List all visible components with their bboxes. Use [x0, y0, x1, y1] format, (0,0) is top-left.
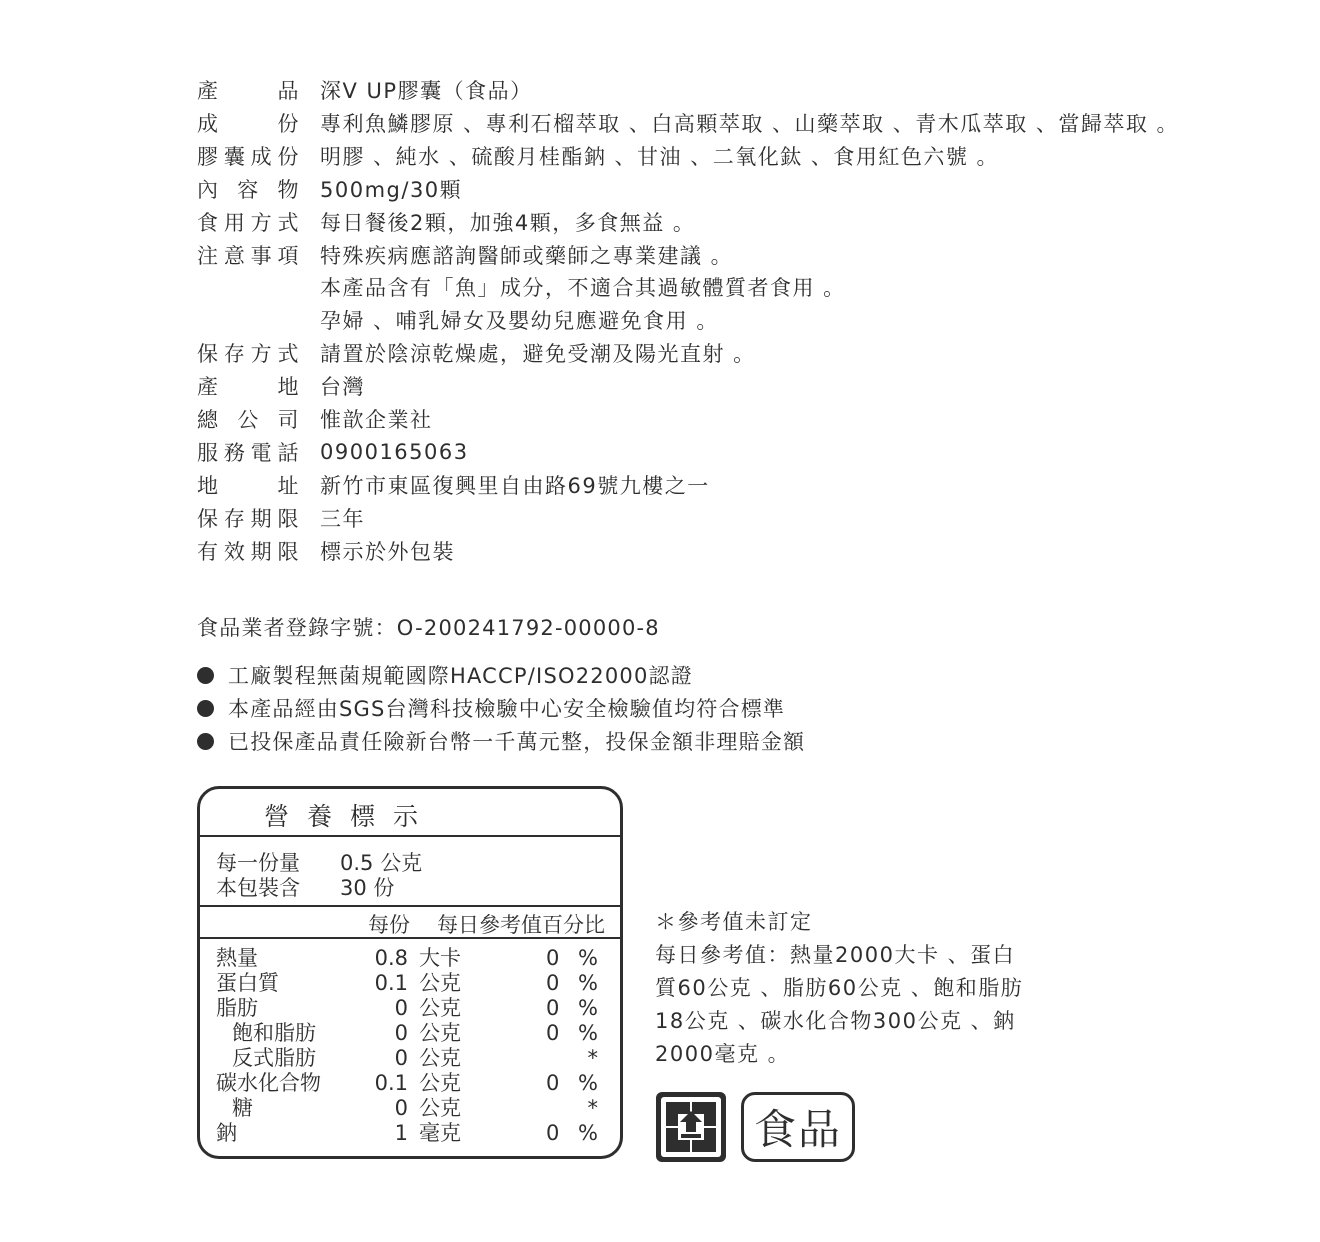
bullet-text: 本產品經由SGS台灣科技檢驗中心安全檢驗值均符合標準 — [228, 697, 786, 721]
nutrient-amount: 0.8 — [374, 946, 408, 970]
info-label-char: 務 — [223, 441, 247, 465]
info-label-char: 內 — [197, 178, 220, 202]
recycle-icon — [656, 1092, 726, 1162]
info-label-char: 成 — [250, 145, 274, 169]
nutrient-amount: 0.1 — [374, 1071, 408, 1095]
info-label-char: 方 — [250, 342, 274, 366]
nutrient-name: 反式脂肪 — [232, 1046, 316, 1070]
divider — [200, 937, 620, 939]
info-row — [197, 75, 533, 105]
info-value: 專利魚鱗膠原 、專利石榴萃取 、白高顆萃取 、山藥萃取 、青木瓜萃取 、當歸萃取 。 — [320, 112, 1180, 136]
nutrient-unit: 公克 — [419, 996, 461, 1020]
info-label-char: 話 — [277, 441, 300, 465]
info-label — [197, 536, 300, 566]
package-value: 30 份 — [340, 876, 395, 900]
info-label-char: 用 — [223, 211, 247, 235]
nutrition-facts-table — [197, 786, 623, 1159]
info-value: 0900165063 — [320, 440, 469, 464]
info-value: 深V UP膠囊（食品） — [320, 79, 533, 103]
info-label-char: 式 — [277, 211, 300, 235]
info-value: 新竹市東區復興里自由路69號九樓之一 — [320, 474, 710, 498]
info-row — [197, 404, 433, 434]
side-note-line: 18公克 、碳水化合物300公克 、鈉 — [655, 1009, 1016, 1033]
info-label-char: 限 — [277, 540, 300, 564]
info-row — [197, 503, 365, 533]
info-label-char: 址 — [277, 474, 300, 498]
info-label-char: 份 — [277, 145, 300, 169]
nutrient-name: 飽和脂肪 — [232, 1021, 316, 1045]
nutrient-daily-percent: 0 % — [546, 971, 604, 995]
nutrition-title: 營養標示 — [263, 802, 436, 831]
info-value: 三年 — [320, 507, 365, 531]
info-label-char: 食 — [197, 211, 220, 235]
info-label-char: 地 — [277, 375, 300, 399]
info-label-char: 總 — [197, 408, 220, 432]
info-row — [197, 437, 469, 467]
bullet-item — [197, 726, 805, 756]
nutrient-unit: 毫克 — [419, 1121, 461, 1145]
info-value: 惟歆企業社 — [320, 408, 433, 432]
info-label — [197, 207, 300, 237]
nutrient-unit: 公克 — [419, 1096, 461, 1120]
bullet-dot-icon — [197, 700, 214, 717]
info-value: 台灣 — [320, 375, 365, 399]
info-row — [197, 207, 696, 237]
info-label-char: 事 — [250, 244, 274, 268]
info-row — [197, 470, 710, 500]
info-label-char: 司 — [277, 408, 300, 432]
info-label — [197, 404, 300, 434]
info-label-char: 保 — [197, 342, 220, 366]
info-row — [197, 240, 734, 270]
nutrition-row — [216, 1096, 604, 1121]
nutrient-name: 碳水化合物 — [216, 1071, 321, 1095]
info-value: 特殊疾病應諮詢醫師或藥師之專業建議 。 — [320, 244, 734, 268]
nutrition-row — [216, 1121, 604, 1146]
food-badge — [741, 1092, 855, 1162]
nutrient-name: 脂肪 — [216, 996, 258, 1020]
nutrient-name: 蛋白質 — [216, 971, 279, 995]
nutrition-row — [216, 946, 604, 971]
nutrient-daily-percent: 0 % — [546, 996, 604, 1020]
serving-value: 0.5 公克 — [340, 851, 423, 875]
nutrient-amount: 0 — [394, 1096, 408, 1120]
col-per-serving: 每份 — [368, 913, 410, 937]
side-note-line: ＊參考值未訂定 — [655, 910, 813, 934]
note-fish-allergy: 本產品含有「魚」成分，不適合其過敏體質者食用 。 — [320, 276, 846, 300]
info-value: 每日餐後2顆，加強4顆，多食無益 。 — [320, 211, 696, 235]
info-label-char: 電 — [250, 441, 274, 465]
info-label-char: 期 — [250, 540, 274, 564]
nutrient-amount: 0.1 — [374, 971, 408, 995]
side-note-line: 2000毫克 。 — [655, 1042, 791, 1066]
info-label-char: 期 — [250, 507, 274, 531]
divider — [200, 905, 620, 907]
info-row — [197, 338, 756, 368]
nutrient-unit: 公克 — [419, 1021, 461, 1045]
nutrient-daily-percent: 0 % — [546, 946, 604, 970]
bullet-text: 工廠製程無菌規範國際HACCP/ISO22000認證 — [228, 664, 693, 688]
info-label-char: 物 — [277, 178, 300, 202]
info-value: 標示於外包裝 — [320, 540, 455, 564]
info-label — [197, 371, 300, 401]
info-label-char: 限 — [277, 507, 300, 531]
info-label-char: 容 — [237, 178, 260, 202]
info-label — [197, 141, 300, 171]
info-value: 請置於陰涼乾燥處，避免受潮及陽光直射 。 — [320, 342, 756, 366]
info-label-char: 存 — [223, 342, 247, 366]
side-note-line: 質60公克 、脂肪60公克 、飽和脂肪 — [655, 976, 1024, 1000]
info-label-char: 方 — [250, 211, 274, 235]
food-badge-text: 食品 — [753, 1105, 842, 1154]
nutrient-daily-percent: 0 % — [546, 1021, 604, 1045]
info-label-char: 成 — [197, 112, 220, 136]
info-label — [197, 174, 300, 204]
bullet-text: 已投保產品責任險新台幣一千萬元整，投保金額非理賠金額 — [228, 730, 806, 754]
info-row — [197, 141, 1000, 171]
info-value: 明膠 、純水 、硫酸月桂酯鈉 、甘油 、二氧化鈦 、食用紅色六號 。 — [320, 145, 1000, 169]
info-label — [197, 240, 300, 270]
info-label-char: 膠 — [197, 145, 220, 169]
nutrition-row — [216, 1046, 604, 1071]
nutrient-name: 鈉 — [216, 1121, 237, 1145]
info-label-char: 產 — [197, 375, 220, 399]
info-label-char: 品 — [277, 79, 300, 103]
nutrient-daily-percent: * — [587, 1096, 604, 1120]
nutrient-amount: 0 — [394, 1021, 408, 1045]
bullet-item — [197, 693, 785, 723]
nutrient-unit: 公克 — [419, 971, 461, 995]
nutrient-daily-percent: 0 % — [546, 1071, 604, 1095]
nutrition-row — [216, 1021, 604, 1046]
nutrition-row — [216, 996, 604, 1021]
bullet-dot-icon — [197, 733, 214, 750]
nutrient-unit: 公克 — [419, 1046, 461, 1070]
note-pregnancy: 孕婦 、哺乳婦女及嬰幼兒應避免食用 。 — [320, 309, 719, 333]
nutrient-daily-percent: 0 % — [546, 1121, 604, 1145]
info-label-char: 意 — [223, 244, 247, 268]
info-label-char: 公 — [237, 408, 260, 432]
info-label — [197, 437, 300, 467]
info-label-char: 服 — [197, 441, 220, 465]
info-label-char: 項 — [277, 244, 300, 268]
bullet-item — [197, 660, 693, 690]
info-label-char: 地 — [197, 474, 220, 498]
info-label — [197, 338, 300, 368]
side-note-line: 每日參考值：熱量2000大卡 、蛋白 — [655, 943, 1016, 967]
info-row — [197, 371, 365, 401]
nutrient-unit: 公克 — [419, 1071, 461, 1095]
divider — [200, 835, 620, 837]
info-label-char: 存 — [223, 507, 247, 531]
info-row — [197, 108, 1180, 138]
info-label-char: 囊 — [223, 145, 247, 169]
info-row — [197, 174, 463, 204]
registration-number: 食品業者登錄字號：O-200241792-00000-8 — [197, 616, 660, 640]
info-label-char: 保 — [197, 507, 220, 531]
info-label-char: 產 — [197, 79, 220, 103]
nutrient-name: 糖 — [232, 1096, 253, 1120]
package-label: 本包裝含 — [216, 876, 300, 900]
nutrient-amount: 0 — [394, 996, 408, 1020]
info-value: 500mg/30顆 — [320, 178, 463, 202]
info-label-char: 效 — [223, 540, 247, 564]
serving-label: 每一份量 — [216, 851, 300, 875]
bullet-dot-icon — [197, 667, 214, 684]
nutrition-row — [216, 971, 604, 996]
info-label — [197, 503, 300, 533]
info-label-char: 份 — [277, 112, 300, 136]
info-row — [197, 536, 455, 566]
info-label — [197, 108, 300, 138]
nutrient-amount: 1 — [394, 1121, 408, 1145]
nutrition-row — [216, 1071, 604, 1096]
info-label — [197, 470, 300, 500]
info-label-char: 注 — [197, 244, 220, 268]
info-label-char: 式 — [277, 342, 300, 366]
info-label — [197, 75, 300, 105]
info-label-char: 有 — [197, 540, 220, 564]
nutrient-daily-percent: * — [587, 1046, 604, 1070]
nutrient-unit: 大卡 — [419, 946, 461, 970]
col-daily-percent: 每日參考值百分比 — [437, 913, 605, 937]
nutrient-amount: 0 — [394, 1046, 408, 1070]
nutrient-name: 熱量 — [216, 946, 258, 970]
